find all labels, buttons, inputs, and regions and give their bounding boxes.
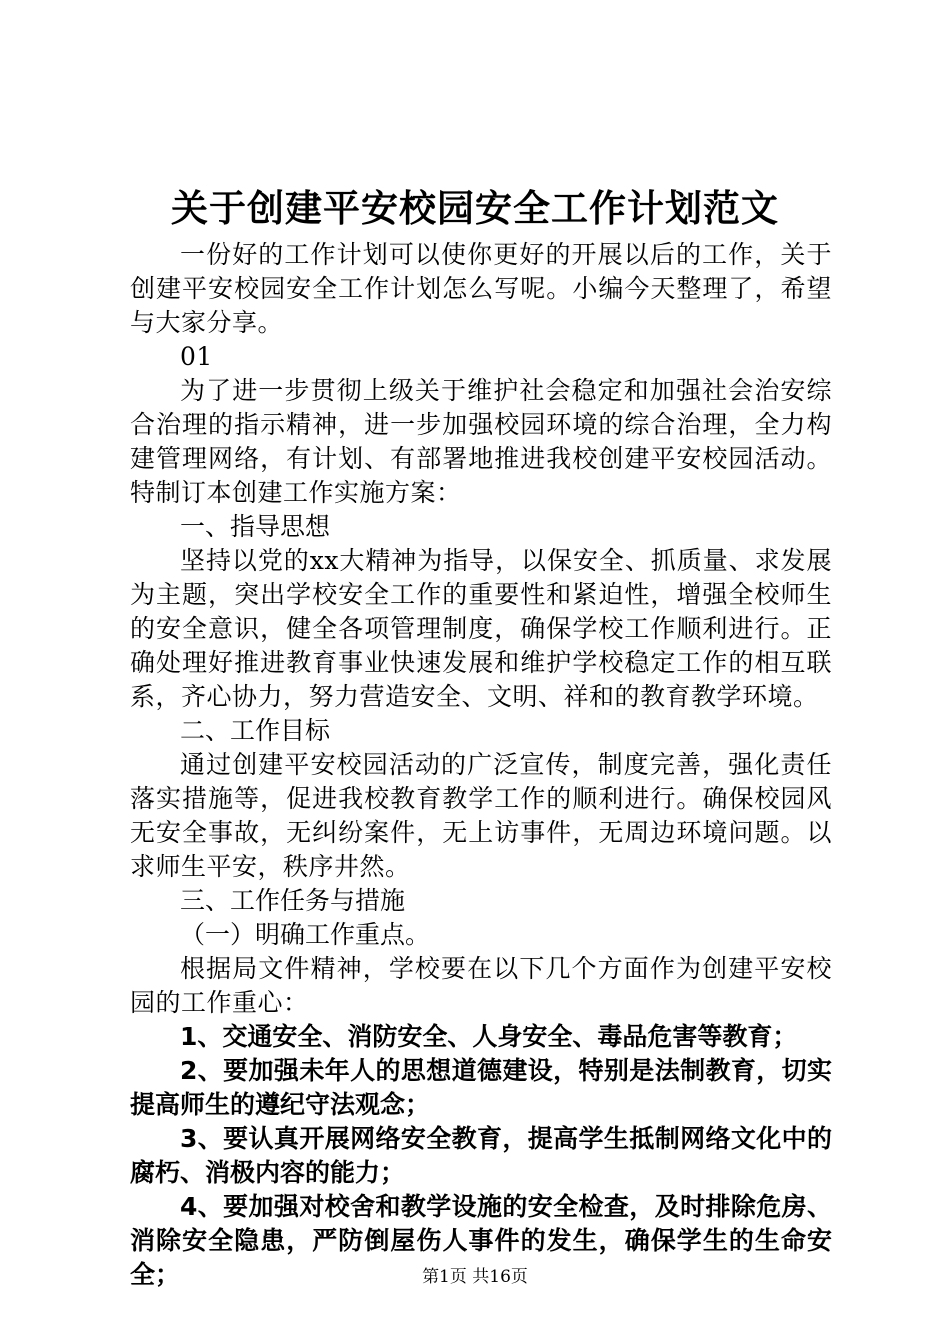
list-item: 2、要加强未年人的思想道德建设，特别是法制教育，切实提高师生的遵纪守法观念； <box>130 1056 832 1119</box>
intro-paragraph: 一份好的工作计划可以使你更好的开展以后的工作，关于创建平安校园安全工作计划怎么写呢。小编今天整理了，希望与大家分享。 <box>130 240 832 337</box>
section-heading: 一、指导思想 <box>180 512 331 541</box>
list-item: 4、要加强对校舍和教学设施的安全检查，及时排除危房、消除安全隐患，严防倒屋伤人事件的发生，确保学生的生命安全； <box>130 1192 832 1289</box>
page-footer: 第1页 共16页 <box>422 1267 528 1287</box>
paragraph: 坚持以党的xx大精神为指导，以保安全、抓质量、求发展为主题，突出学校安全工作的重要性和紧迫性，增强全校师生的安全意识，健全各项管理制度，确保学校工作顺利进行。正确处理好推进教育事业快速发展和维护学校稳定工作的相互联系，齐心协力，努力营造安全、文明、祥和的教育教学环境。 <box>130 546 832 711</box>
section-heading: 二、工作目标 <box>180 716 331 745</box>
paragraph: 通过创建平安校园活动的广泛宣传，制度完善，强化责任落实措施等，促进我校教育教学工作的顺利进行。确保校园风无安全事故，无纠纷案件，无上访事件，无周边环境问题。以求师生平安，秩序井然。 <box>130 750 832 881</box>
document-body <box>130 238 832 1292</box>
paragraph: 根据局文件精神，学校要在以下几个方面作为创建平安校园的工作重心： <box>130 954 832 1017</box>
list-item: 1、交通安全、消防安全、人身安全、毒品危害等教育； <box>180 1022 798 1051</box>
section-number: 01 <box>180 342 213 371</box>
paragraph: 为了进一步贯彻上级关于维护社会稳定和加强社会治安综合治理的指示精神，进一步加强校园环境的综合治理，全力构建管理网络，有计划、有部署地推进我校创建平安校园活动。特制订本创建工作实施方案： <box>130 376 832 507</box>
document-title: 关于创建平安校园安全工作计划范文 <box>171 186 779 230</box>
subsection-heading: （一）明确工作重点。 <box>180 920 431 949</box>
list-item: 3、要认真开展网络安全教育，提高学生抵制网络文化中的腐朽、消极内容的能力； <box>130 1124 832 1187</box>
section-heading: 三、工作任务与措施 <box>180 886 406 915</box>
